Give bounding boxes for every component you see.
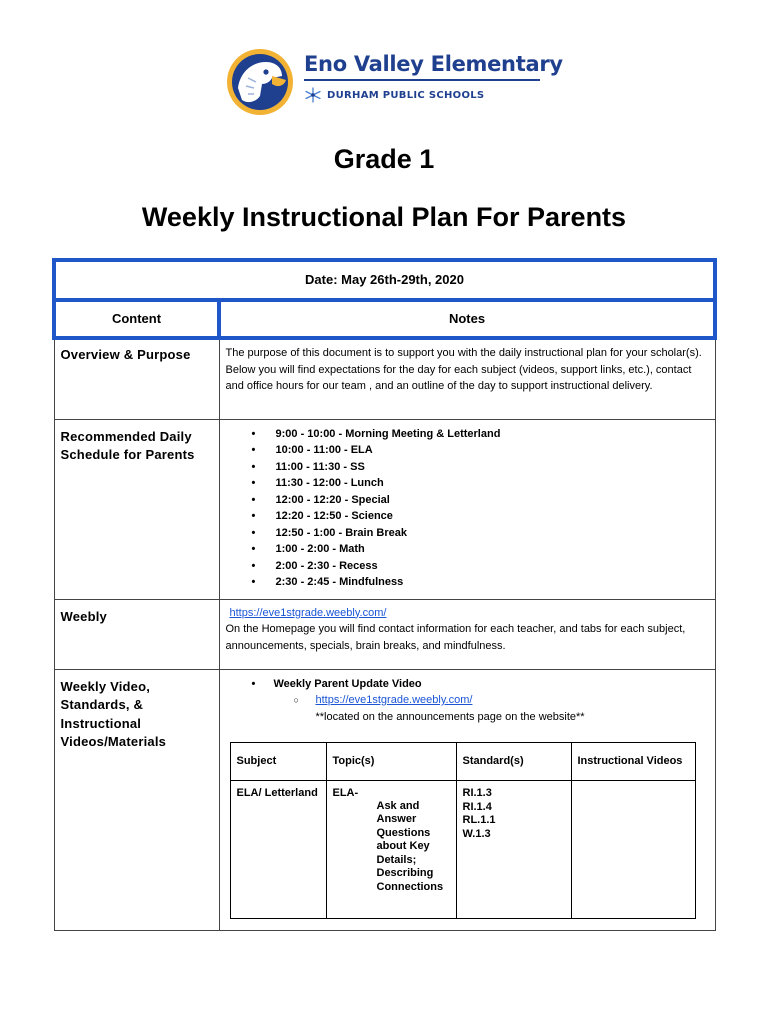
snowflake-icon bbox=[304, 87, 322, 103]
subject-cell: ELA/ Letterland bbox=[230, 781, 326, 919]
logo-divider bbox=[304, 79, 540, 81]
weebly-text: On the Homepage you will find contact information for each teacher, and tabs for each subject, announcements, specials, brain breaks, and mindfulness. bbox=[225, 623, 686, 652]
schedule-item: • 11:30 - 12:00 - Lunch bbox=[252, 475, 709, 492]
topic-prefix: ELA- bbox=[332, 787, 359, 799]
topic-header: Topic(s) bbox=[326, 743, 456, 781]
overview-label: Overview & Purpose bbox=[54, 338, 219, 419]
instructional-plan-table bbox=[52, 258, 717, 931]
video-link[interactable]: https://eve1stgrade.weebly.com/ bbox=[315, 694, 473, 706]
schedule-item: • 1:00 - 2:00 - Math bbox=[252, 541, 709, 558]
schedule-item: • 12:00 - 12:20 - Special bbox=[252, 492, 709, 509]
school-logo bbox=[226, 44, 563, 120]
standard-item: W.1.3 bbox=[462, 827, 491, 840]
schedule-item: • 12:50 - 1:00 - Brain Break bbox=[252, 525, 709, 542]
schedule-item: • 2:00 - 2:30 - Recess bbox=[252, 558, 709, 575]
eagle-mascot-icon bbox=[226, 48, 294, 116]
overview-text: The purpose of this document is to support you with the daily instructional plan for your scholar(s). Below you will find expectations for the day for each subject (videos, support links, etc.), contact and office hours for our team , and an outline of the day to support instructional delivery. bbox=[219, 338, 715, 419]
topic-cell bbox=[326, 781, 456, 919]
video-note: **located on the announcements page on the website** bbox=[315, 710, 585, 723]
weebly-row bbox=[54, 599, 715, 669]
schedule-label: Recommended Daily Schedule for Parents bbox=[54, 419, 219, 599]
bullet-icon: • bbox=[251, 677, 256, 690]
topic-text: Ask and Answer Questions about Key Details; Describing Connections bbox=[376, 799, 444, 893]
plan-title: Weekly Instructional Plan For Parents bbox=[141, 202, 627, 232]
header-row bbox=[54, 300, 715, 338]
standard-item: RI.1.4 bbox=[462, 800, 492, 813]
standards-table bbox=[230, 742, 696, 919]
video-row bbox=[54, 669, 715, 931]
schedule-item: • 10:00 - 11:00 - ELA bbox=[252, 442, 709, 459]
schedule-item: • 9:00 - 10:00 - Morning Meeting & Letterland bbox=[252, 426, 709, 443]
standards-header-row bbox=[230, 743, 695, 781]
schedule-item: • 11:00 - 11:30 - SS bbox=[252, 459, 709, 476]
school-name: Eno Valley Elementary bbox=[304, 52, 563, 76]
standards-row bbox=[230, 781, 695, 919]
overview-row bbox=[54, 338, 715, 419]
notes-header: Notes bbox=[219, 300, 715, 338]
schedule-item: • 12:20 - 12:50 - Science bbox=[252, 508, 709, 525]
standards-cell bbox=[456, 781, 571, 919]
video-item-label: Weekly Parent Update Video bbox=[273, 677, 422, 690]
weebly-link[interactable]: https://eve1stgrade.weebly.com/ bbox=[229, 606, 387, 619]
district-name: DURHAM PUBLIC SCHOOLS bbox=[327, 89, 485, 101]
video-label: Weekly Video, Standards, & Instructional Videos/Materials bbox=[54, 669, 219, 931]
date-row bbox=[54, 260, 715, 300]
standard-item: RI.1.3 bbox=[462, 787, 492, 799]
date-cell: Date: May 26th-29th, 2020 bbox=[54, 260, 715, 300]
schedule-item: • 2:30 - 2:45 - Mindfulness bbox=[252, 574, 709, 591]
schedule-row bbox=[54, 419, 715, 599]
weebly-label: Weebly bbox=[54, 599, 219, 669]
grade-title: Grade 1 bbox=[333, 144, 435, 174]
circle-bullet-icon: ○ bbox=[293, 695, 299, 705]
standard-header: Standard(s) bbox=[456, 743, 571, 781]
standard-item: RL.1.1 bbox=[462, 814, 496, 826]
videos-cell bbox=[571, 781, 695, 919]
schedule-list bbox=[226, 426, 709, 591]
videos-header: Instructional Videos bbox=[571, 743, 695, 781]
subject-header: Subject bbox=[230, 743, 326, 781]
content-header: Content bbox=[54, 300, 219, 338]
